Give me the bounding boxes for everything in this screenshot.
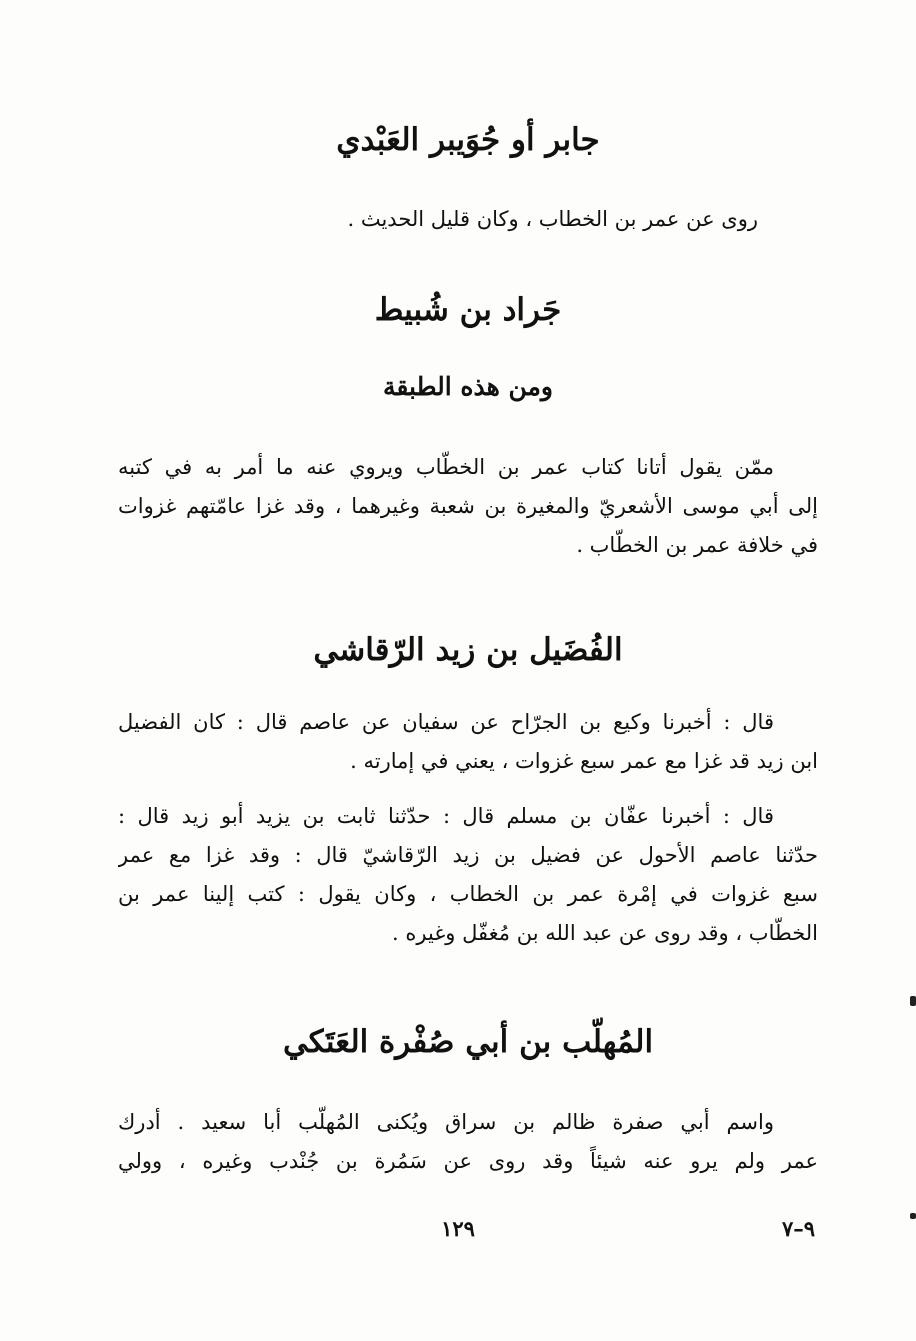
text-line: إلى أبي موسى الأشعريّ والمغيرة بن شعبة وغيرهما ، وقد غزا عامّتهم غزوات	[118, 494, 818, 518]
scan-edge-mark	[910, 1213, 916, 1219]
section-subheading: ومن هذه الطبقة	[383, 372, 553, 401]
scan-edge-mark	[910, 996, 916, 1006]
text-line: حدّثنا عاصم الأحول عن فضيل بن زيد الرّقاشيّ قال : وقد غزا مع عمر	[118, 843, 818, 867]
signature-mark: ٩–٧	[781, 1216, 815, 1241]
text-line: واسم أبي صفرة ظالم بن سراق ويُكنى المُهلّب أبا سعيد . أدرك	[118, 1110, 774, 1134]
paragraph-muhallab	[118, 1103, 818, 1181]
paragraph-jabir	[118, 200, 818, 239]
text-line: ابن زيد قد غزا مع عمر سبع غزوات ، يعني في إمارته .	[350, 749, 818, 773]
paragraph-jarad	[118, 448, 818, 565]
text-line: الخطّاب ، وقد روى عن عبد الله بن مُغفّل وغيره .	[392, 921, 818, 945]
page-number: ١٢٩	[441, 1216, 475, 1241]
text-line: في خلافة عمر بن الخطّاب .	[576, 533, 818, 557]
paragraph-fudayl-1	[118, 703, 818, 781]
text-line: عمر ولم يرو عنه شيئاً وقد روى عن سَمُرة بن جُنْدب وغيره ، وولي	[118, 1149, 818, 1173]
text-line: سبع غزوات في إمْرة عمر بن الخطاب ، وكان يقول : كتب إلينا عمر بن	[118, 882, 818, 906]
biography-heading-jarad: جَراد بن شُبيط	[374, 292, 562, 328]
biography-heading-fudayl: الفُضَيل بن زيد الرّقاشي	[313, 632, 623, 668]
paragraph-fudayl-2	[118, 797, 818, 953]
text-line: قال : أخبرنا عفّان بن مسلم قال : حدّثنا ثابت بن يزيد أبو زيد قال :	[118, 804, 774, 828]
text-line: روى عن عمر بن الخطاب ، وكان قليل الحديث .	[347, 207, 758, 231]
biography-heading-muhallab: المُهلّب بن أبي صُفْرة العَتَكي	[282, 1024, 654, 1060]
biography-heading-jabir: جابر أو جُوَيبر العَبْدي	[336, 122, 600, 158]
text-line: قال : أخبرنا وكيع بن الجرّاح عن سفيان عن عاصم قال : كان الفضيل	[118, 710, 774, 734]
text-line: ممّن يقول أتانا كتاب عمر بن الخطّاب ويروي عنه ما أمر به في كتبه	[118, 455, 774, 479]
